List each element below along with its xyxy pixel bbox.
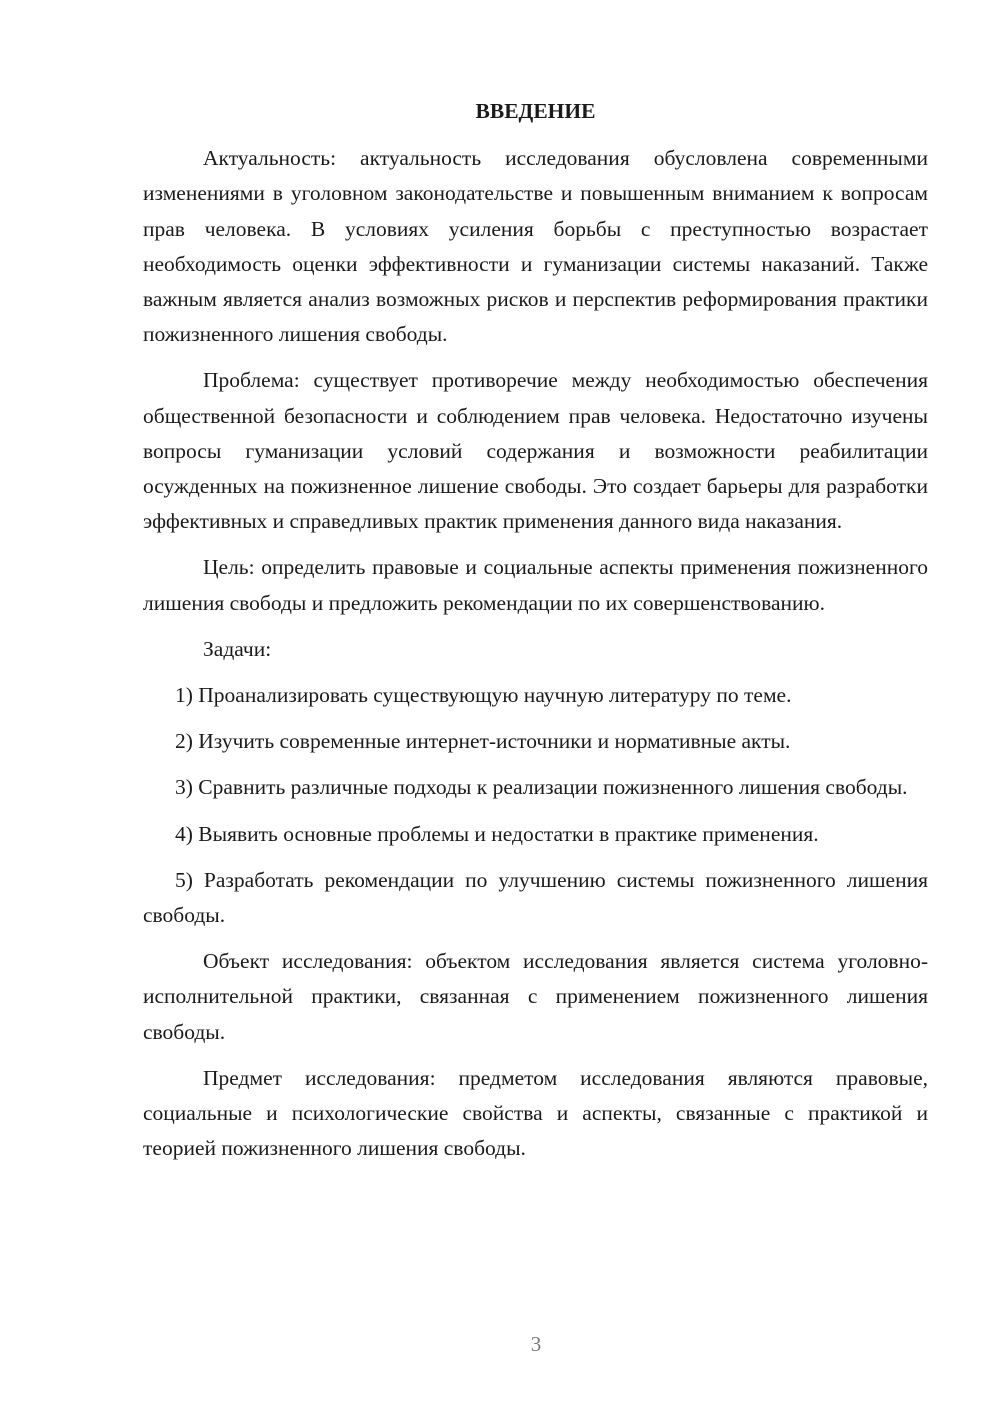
task-item-2: 2) Изучить современные интернет-источники и нормативные акты. [175, 729, 791, 754]
task-item-5: 5) Разработать рекомендации по улучшению системы пожизненного лишения свободы. [143, 867, 928, 928]
tasks-label: Задачи: [203, 636, 272, 661]
relevance-paragraph: Актуальность: актуальность исследования обусловлена современными изменениями в уголовном законодательстве и повышенным вниманием к вопросам прав человека. В условиях усиления борьбы с преступностью возрастает необходимость оценки эффективности и гуманизации системы наказаний. Также важным является анализ возможных рисков и перспектив реформирования практики пожизненного лишения свободы. [143, 146, 928, 347]
page-number: 3 [530, 1332, 542, 1356]
goal-paragraph: Цель: определить правовые и социальные аспекты применения пожизненного лишения свободы и предложить рекомендации по их совершенствованию. [143, 555, 928, 615]
section-heading: ВВЕДЕНИЕ [475, 99, 596, 123]
object-paragraph: Объект исследования: объектом исследования является система уголовно-исполнительной практики, связанная с применением пожизненного лишения свободы. [143, 949, 928, 1044]
task-item-1: 1) Проанализировать существующую научную литературу по теме. [175, 683, 792, 708]
subject-paragraph: Предмет исследования: предметом исследования являются правовые, социальные и психологические свойства и аспекты, связанные с практикой и теорией пожизненного лишения свободы. [143, 1065, 928, 1161]
task-item-3: 3) Сравнить различные подходы к реализации пожизненного лишения свободы. [175, 775, 908, 800]
problem-paragraph: Проблема: существует противоречие между необходимостью обеспечения общественной безопасности и соблюдением прав человека. Недостаточно изучены вопросы гуманизации условий содержания и возможности реабилитации осужденных на пожизненное лишение свободы. Это создает барьеры для разработки эффективных и справедливых практик применения данного вида наказания. [143, 368, 928, 534]
task-item-4: 4) Выявить основные проблемы и недостатки в практике применения. [175, 821, 819, 846]
page-content [143, 94, 928, 1177]
